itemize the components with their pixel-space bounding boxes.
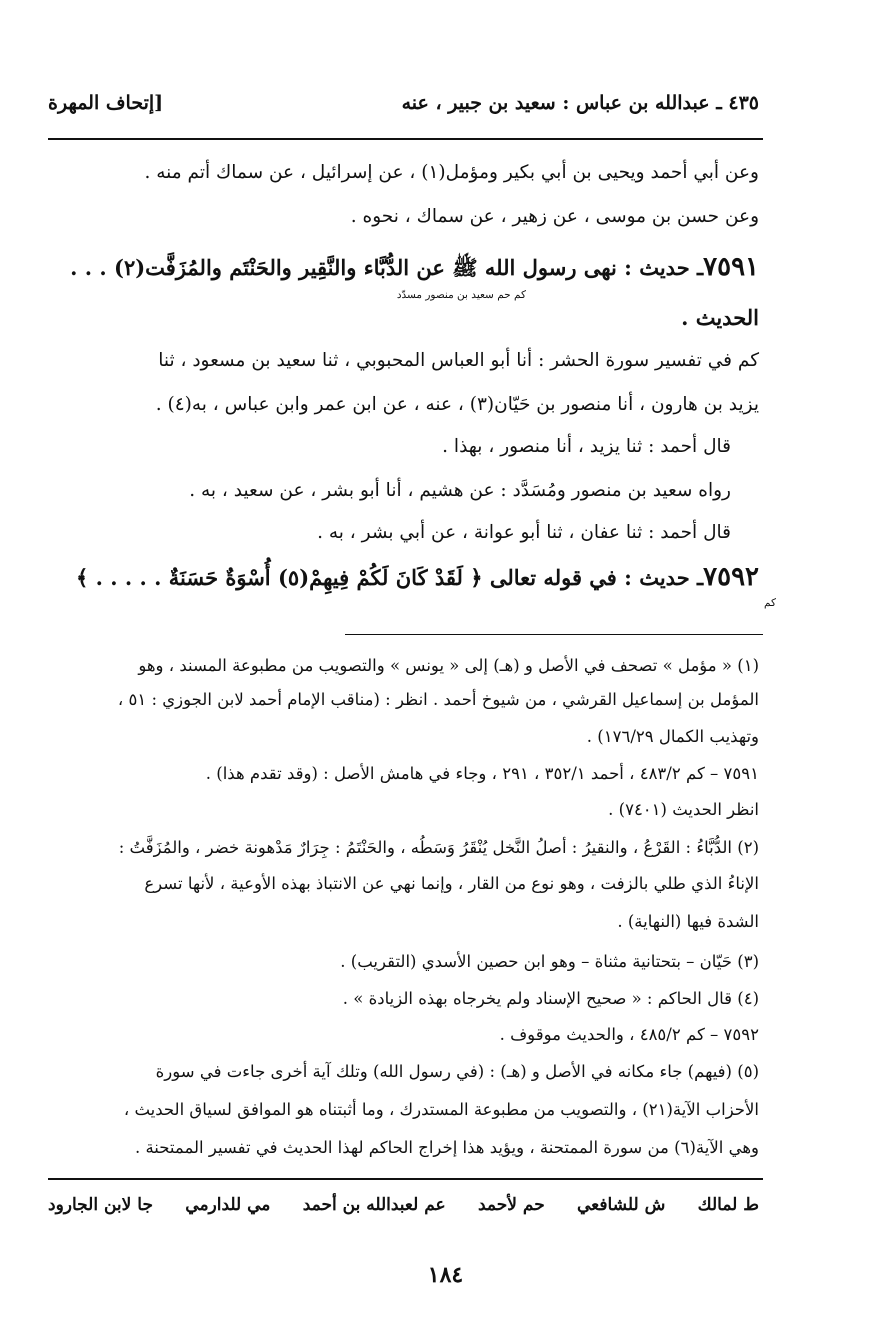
hadith-ending: الحديث . (681, 305, 759, 330)
abbreviation-rule (48, 1178, 763, 1180)
abbreviation-item: ط لمالك (697, 1195, 759, 1215)
running-title: ٤٣٥ ـ عبدالله بن عباس : سعيد بن جبير ، عنه (401, 92, 759, 114)
footnote-line: (١) « مؤمل » تصحف في الأصل و (هـ) إلى « يونس » والتصويب من مطبوعة المسند ، وهو (138, 656, 759, 675)
hadith-source-refs: كم حم سعيد بن منصور مسدّد (396, 289, 526, 301)
footnote-line: (٥) (فيهم) جاء مكانه في الأصل و (هـ) : (في رسول الله) وتلك آية أخرى جاءت في سورة (155, 1062, 759, 1081)
text-line: رواه سعيد بن منصور ومُسَدَّد : عن هشيم ، أنا أبو بشر ، عن سعيد ، به . (189, 480, 731, 501)
text-line: يزيد بن هارون ، أنا منصور بن حَيّان(٣) ، عنه ، عن ابن عمر وابن عباس ، به(٤) . (155, 394, 759, 415)
abbreviation-key (48, 1195, 759, 1215)
footnote-line: ٧٥٩١ – كم ٤٨٣/٢ ، أحمد ٣٥٢/١ ، ٢٩١ ، وجاء في هامش الأصل : (وقد تقدم هذا) . (205, 764, 759, 783)
text-line: كم في تفسير سورة الحشر : أنا أبو العباس المحبوبي ، ثنا سعيد بن مسعود ، ثنا (158, 350, 759, 371)
footnote-line: المؤمل بن إسماعيل القرشي ، من شيوخ أحمد . انظر : (مناقب الإمام أحمد لابن الجوزي : ٥١ ، (117, 690, 759, 709)
hadith-title: ـ حديث : في قوله تعالى ﴿ لَقَدْ كَانَ لَكُمْ فِيهِمْ(٥) أُسْوَةٌ حَسَنَةٌ . . . . . ﴾ (76, 565, 704, 590)
footnote-line: الأحزاب الآية(٢١) ، والتصويب من مطبوعة المستدرك ، وما أثبتناه هو الموافق لسياق الحديث ، (123, 1100, 759, 1119)
footnote-line: الشدة فيها (النهاية) . (617, 912, 759, 931)
header-rule (48, 138, 763, 140)
abbreviation-item: مي للدارمي (185, 1195, 271, 1215)
hadith-number: ٧٥٩١ (703, 252, 759, 282)
footnote-line: (٤) قال الحاكم : « صحيح الإسناد ولم يخرجاه بهذه الزيادة » . (342, 989, 759, 1008)
text-line: قال أحمد : ثنا يزيد ، أنا منصور ، بهذا . (442, 436, 731, 457)
footnote-line: انظر الحديث (٧٤٠١) . (608, 800, 759, 819)
abbreviation-item: عم لعبدالله بن أحمد (302, 1195, 446, 1215)
hadith-heading-7592 (76, 562, 759, 592)
footnote-line: ٧٥٩٢ – كم ٤٨٥/٢ ، والحديث موقوف . (499, 1025, 759, 1044)
abbreviation-item: حم لأحمد (478, 1195, 545, 1215)
hadith-source-refs: كم (764, 597, 776, 609)
text-line: وعن أبي أحمد ويحيى بن أبي بكير ومؤمل(١) ، عن إسرائيل ، عن سماك أتم منه . (144, 162, 759, 183)
footnote-line: وتهذيب الكمال ١٧٦/٢٩) . (586, 727, 759, 746)
text-line: وعن حسن بن موسى ، عن زهير ، عن سماك ، نحوه . (350, 206, 759, 227)
book-title: [إتحاف المهرة (48, 92, 164, 114)
footnote-line: وهي الآية(٦) من سورة الممتحنة ، ويؤيد هذا إخراج الحاكم لهذا الحديث في تفسير الممتحنة . (134, 1138, 759, 1157)
text-line: قال أحمد : ثنا عفان ، ثنا أبو عوانة ، عن أبي بشر ، به . (317, 522, 731, 543)
abbreviation-item: ش للشافعي (577, 1195, 666, 1215)
hadith-heading-7591 (70, 252, 759, 286)
hadith-title: ـ حديث : نهى رسول الله ﷺ عن الدُّبَّاء والنَّقِير والحَنْتَم والمُزَفَّت(٢) . . . (70, 255, 704, 280)
footnote-line: الإناءُ الذي طلي بالزفت ، وهو نوع من القار ، وإنما نهي عن الانتباذ بهذه الأوعية ، لأنها تسرع (144, 874, 759, 893)
footnote-line: (٣) حَيّان – بتحتانية مثناة – وهو ابن حصين الأسدي (التقريب) . (340, 952, 759, 971)
footnote-line: (٢) الدُّبَّاءُ : القَرْعُ ، والنقيرُ : أصلُ النَّخل يُنْقَرُ وَسَطُه ، والحَنْتَمُ : جِرَارٌ مَدْهونة خضر ، والمُزَفَّتُ : (118, 838, 759, 857)
footnote-rule (345, 634, 763, 635)
page-number: ١٨٤ (427, 1262, 464, 1288)
hadith-number: ٧٥٩٢ (703, 562, 759, 592)
abbreviation-item: جا لابن الجارود (48, 1195, 153, 1215)
